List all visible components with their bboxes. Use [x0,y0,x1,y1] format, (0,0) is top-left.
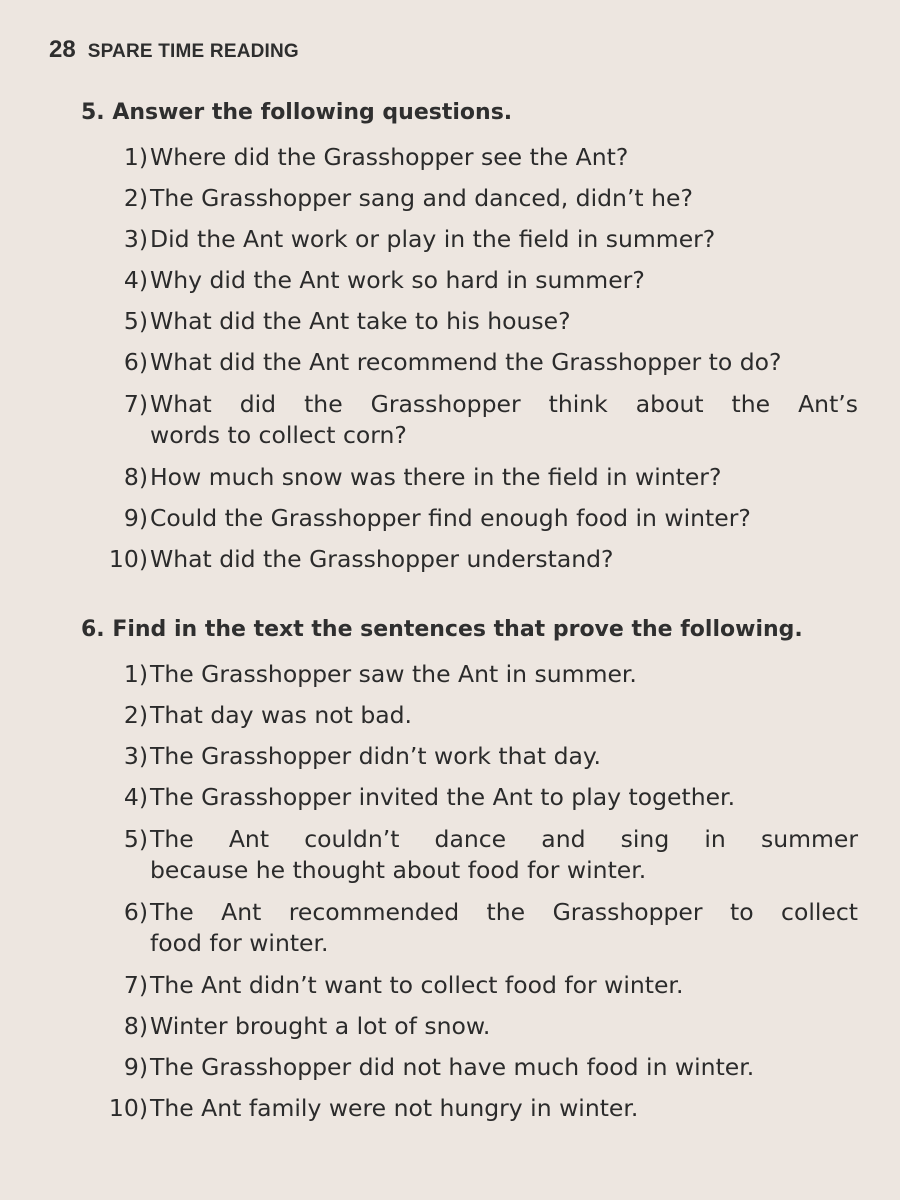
item-number: 8) [123,463,148,491]
item-number: 4) [123,783,148,811]
item-number: 1) [123,660,148,688]
item-text-line-1: What did the Grasshopper think about the Ant’s [150,390,858,418]
item-text-line-1: The Ant recommended the Grasshopper to collect [150,898,858,926]
item-text: The Ant family were not hungry in winter. [150,1094,639,1122]
item-number: 9) [123,504,148,532]
item-number: 5) [123,307,148,335]
item-text: Could the Grasshopper find enough food in winter? [150,504,751,532]
item-number: 9) [123,1053,148,1081]
item-number: 6) [123,348,148,376]
exercise-5-heading: 5. Answer the following questions. [81,100,513,125]
item-text: Winter brought a lot of snow. [150,1012,491,1040]
item-number: 10) [108,545,148,573]
item-text: The Ant didn’t want to collect food for winter. [150,971,684,999]
item-text: The Grasshopper saw the Ant in summer. [150,660,637,688]
item-number: 5) [123,825,148,853]
item-text: The Grasshopper did not have much food in winter. [150,1053,755,1081]
item-number: 3) [123,225,148,253]
item-number: 10) [108,1094,148,1122]
item-number: 2) [123,184,148,212]
item-text: What did the Ant take to his house? [150,307,571,335]
item-text: The Grasshopper sang and danced, didn’t he? [150,184,693,212]
item-number: 2) [123,701,148,729]
item-number: 1) [123,143,148,171]
item-text: Why did the Ant work so hard in summer? [150,266,645,294]
item-text: What did the Ant recommend the Grasshopper to do? [150,348,782,376]
item-text: That day was not bad. [150,701,413,729]
item-number: 7) [123,390,148,418]
item-text: Where did the Grasshopper see the Ant? [150,143,629,171]
item-number: 3) [123,742,148,770]
item-number: 8) [123,1012,148,1040]
running-head-title: SPARE TIME READING [87,41,299,62]
item-text-line-2: words to collect corn? [150,421,407,449]
item-text-line-2: because he thought about food for winter. [150,856,647,884]
item-text: The Grasshopper invited the Ant to play together. [150,783,736,811]
item-text-line-2: food for winter. [150,929,329,957]
page-number: 28 [49,36,76,63]
exercise-6-heading: 6. Find in the text the sentences that prove the following. [81,617,803,642]
item-text: Did the Ant work or play in the field in summer? [150,225,716,253]
item-text: The Grasshopper didn’t work that day. [150,742,601,770]
running-head [49,36,299,64]
item-number: 6) [123,898,148,926]
item-number: 4) [123,266,148,294]
item-text: How much snow was there in the field in winter? [150,463,722,491]
item-text-line-1: The Ant couldn’t dance and sing in summer [150,825,858,853]
item-text: What did the Grasshopper understand? [150,545,614,573]
item-number: 7) [123,971,148,999]
